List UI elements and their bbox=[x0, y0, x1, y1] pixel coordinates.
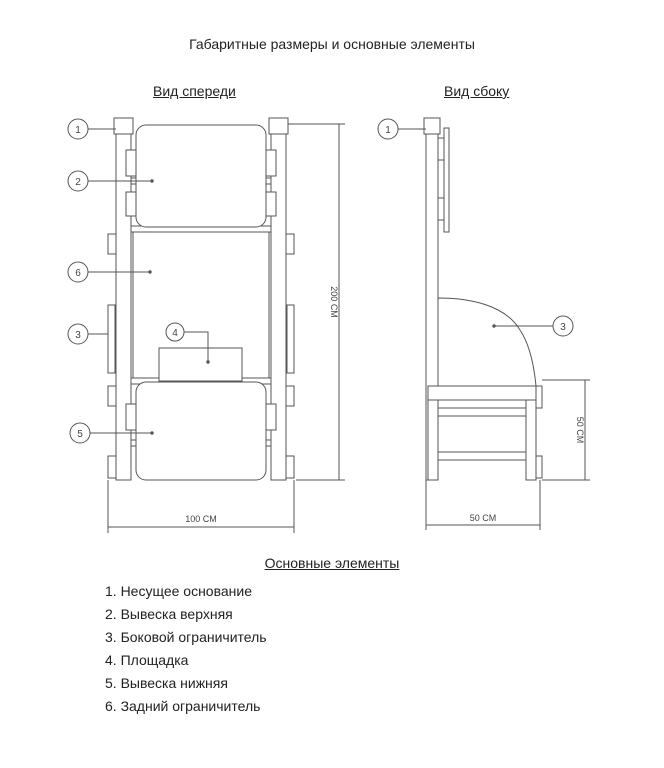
height-dimension-label: 200 СМ bbox=[329, 286, 339, 318]
legend-item bbox=[105, 672, 267, 695]
callout-5 bbox=[70, 423, 90, 443]
side-view-label: Вид сбоку bbox=[444, 83, 510, 99]
platform bbox=[159, 348, 242, 381]
height-dimension bbox=[288, 124, 345, 480]
callout-2 bbox=[68, 171, 88, 191]
callout-6-dot bbox=[149, 271, 151, 273]
side-sign-bracket-upper bbox=[438, 138, 444, 160]
callout-5-dot bbox=[151, 432, 153, 434]
side-bracket-lower bbox=[536, 456, 542, 478]
legend-item bbox=[105, 649, 267, 672]
legend-item-4-text: 4. Площадка bbox=[105, 652, 189, 668]
callout-6 bbox=[68, 262, 88, 282]
seat-height-dimension bbox=[542, 380, 590, 480]
callout-1 bbox=[68, 119, 88, 139]
side-callout-3-dot bbox=[493, 325, 495, 327]
front-view-label: Вид спереди bbox=[153, 83, 236, 99]
left-side-limiter bbox=[108, 305, 115, 373]
side-bracket-upper bbox=[536, 386, 542, 408]
left-post-cap bbox=[114, 118, 133, 134]
callout-3-number: 3 bbox=[75, 330, 81, 341]
depth-dimension-label: 50 СМ bbox=[469, 513, 497, 523]
seat-height-dimension-label: 50 СМ bbox=[575, 416, 585, 444]
page-title: Габаритные размеры и основные элементы bbox=[189, 36, 475, 52]
right-bracket-lower bbox=[286, 386, 294, 406]
side-lower-rail bbox=[438, 452, 526, 460]
side-seat bbox=[428, 386, 538, 400]
front-view bbox=[68, 118, 345, 533]
legend-item bbox=[105, 580, 267, 603]
legend-title: Основные элементы bbox=[264, 555, 400, 571]
legend-item-1-text: 1. Несущее основание bbox=[105, 583, 252, 599]
side-callout-1 bbox=[378, 119, 398, 139]
side-post-cap bbox=[424, 118, 440, 134]
side-view bbox=[378, 118, 590, 530]
legend-item bbox=[105, 695, 267, 718]
right-foot bbox=[286, 456, 294, 478]
right-side-limiter bbox=[287, 305, 294, 373]
side-callout-3 bbox=[553, 316, 573, 336]
legend-list bbox=[105, 580, 267, 718]
depth-dimension bbox=[426, 480, 540, 530]
side-callout-1-number: 1 bbox=[385, 125, 391, 136]
right-bracket-upper bbox=[286, 234, 294, 254]
callout-4 bbox=[166, 323, 184, 341]
callout-5-number: 5 bbox=[77, 429, 83, 440]
legend-item bbox=[105, 603, 267, 626]
callout-3 bbox=[68, 324, 88, 344]
left-foot bbox=[108, 456, 116, 478]
side-rear-leg bbox=[526, 400, 536, 480]
left-bracket-lower bbox=[108, 386, 116, 406]
left-bracket-upper bbox=[108, 234, 116, 254]
side-upper-rail bbox=[438, 408, 526, 416]
side-callout-3-number: 3 bbox=[560, 322, 566, 333]
right-post-cap bbox=[269, 118, 288, 134]
callout-6-number: 6 bbox=[75, 268, 81, 279]
callout-4-dot bbox=[207, 361, 209, 363]
callout-4-number: 4 bbox=[172, 328, 178, 339]
callout-1-number: 1 bbox=[75, 125, 81, 136]
side-sign-bracket-lower bbox=[438, 198, 444, 220]
side-sign-profile bbox=[444, 128, 449, 232]
width-dimension bbox=[108, 480, 294, 533]
legend-item-5-text: 5. Вывеска нижняя bbox=[105, 675, 228, 691]
legend-item bbox=[105, 626, 267, 649]
upper-sign bbox=[136, 125, 266, 227]
callout-2-dot bbox=[151, 180, 153, 182]
width-dimension-label: 100 СМ bbox=[185, 514, 217, 524]
legend-item-2-text: 2. Вывеска верхняя bbox=[105, 606, 233, 622]
side-front-leg bbox=[428, 400, 438, 480]
callout-2-number: 2 bbox=[75, 177, 81, 188]
side-limiter-profile bbox=[438, 298, 536, 386]
lower-sign bbox=[136, 382, 266, 480]
legend-item-6-text: 6. Задний ограничитель bbox=[105, 698, 261, 714]
legend-item-3-text: 3. Боковой ограничитель bbox=[105, 629, 267, 645]
